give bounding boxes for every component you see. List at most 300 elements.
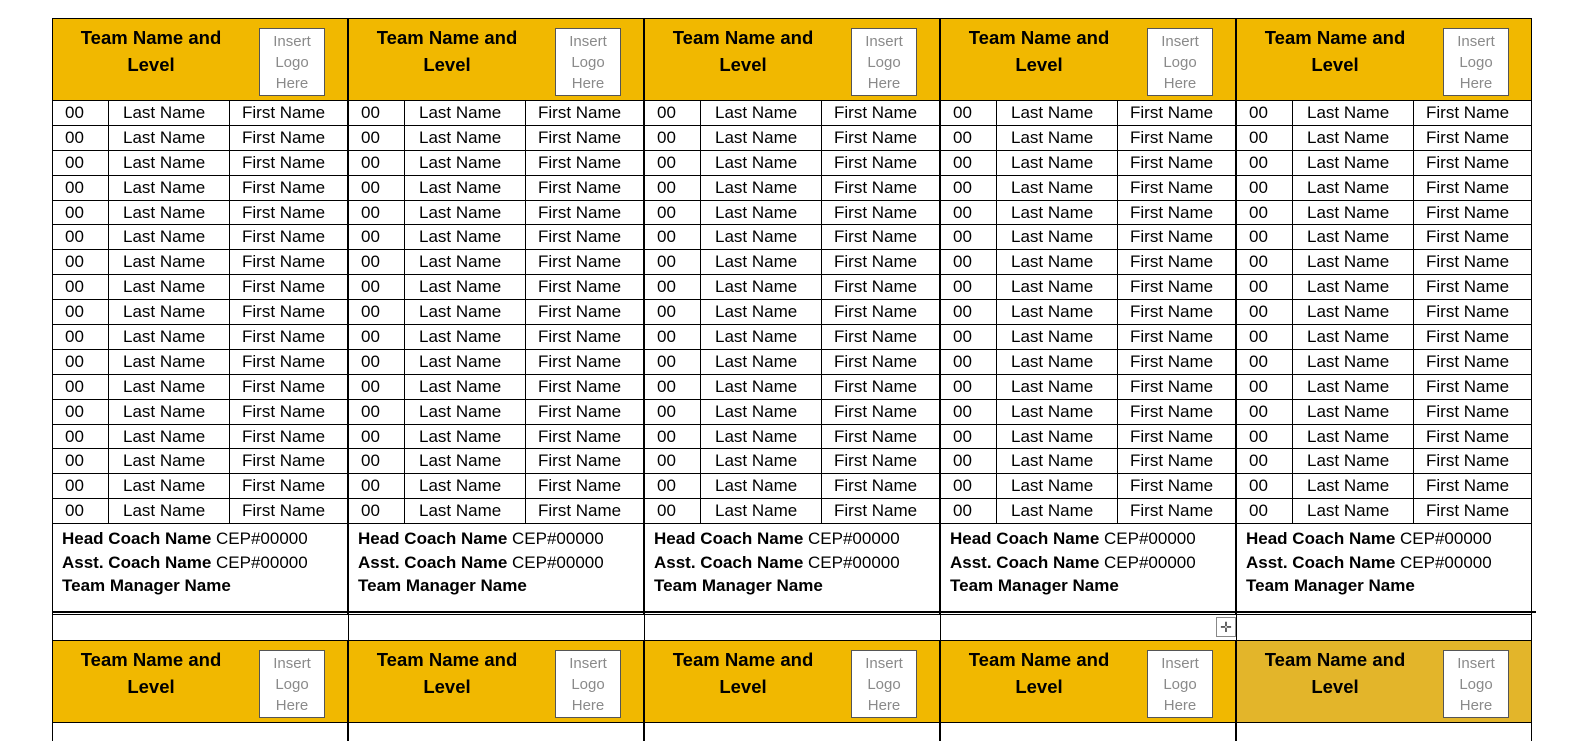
player-last-name-cell[interactable]: Last Name (1293, 250, 1414, 274)
player-number-cell[interactable]: 00 (349, 101, 405, 125)
team-manager-line[interactable] (358, 574, 604, 598)
player-number-cell[interactable]: 00 (53, 275, 109, 299)
player-last-name-cell[interactable]: Last Name (1293, 375, 1414, 399)
player-first-name-cell[interactable]: First Name (834, 277, 918, 297)
player-first-name-cell[interactable]: First Name (834, 426, 918, 446)
player-first-name-cell[interactable]: First Name (834, 177, 918, 197)
player-first-name-cell[interactable]: First Name (1130, 376, 1214, 396)
player-first-name-cell[interactable]: First Name (1426, 327, 1510, 347)
logo-placeholder[interactable] (259, 650, 325, 718)
player-first-name-cell[interactable]: First Name (834, 227, 918, 247)
player-last-name-cell[interactable]: Last Name (997, 300, 1118, 324)
player-last-name-cell[interactable]: Last Name (701, 275, 822, 299)
player-number-cell[interactable]: 00 (645, 474, 701, 498)
player-last-name-cell[interactable]: Last Name (405, 225, 526, 249)
player-last-name-cell[interactable]: Last Name (701, 250, 822, 274)
player-last-name-cell[interactable]: Last Name (109, 275, 230, 299)
player-number-cell[interactable]: 00 (941, 176, 997, 200)
player-first-name-cell[interactable]: First Name (1426, 202, 1510, 222)
logo-placeholder[interactable] (1443, 650, 1509, 718)
player-number-cell[interactable]: 00 (53, 201, 109, 225)
player-number-cell[interactable]: 00 (1237, 151, 1293, 175)
player-last-name-cell[interactable]: Last Name (405, 350, 526, 374)
player-number-cell[interactable]: 00 (645, 250, 701, 274)
logo-placeholder[interactable] (851, 28, 917, 96)
player-first-name-cell[interactable]: First Name (1130, 202, 1214, 222)
player-number-cell[interactable]: 00 (645, 499, 701, 523)
player-first-name-cell[interactable]: First Name (834, 302, 918, 322)
player-first-name-cell[interactable]: First Name (1426, 351, 1510, 371)
player-last-name-cell[interactable]: Last Name (405, 176, 526, 200)
player-last-name-cell[interactable]: Last Name (1293, 151, 1414, 175)
player-last-name-cell[interactable]: Last Name (997, 176, 1118, 200)
player-number-cell[interactable]: 00 (941, 400, 997, 424)
player-number-cell[interactable]: 00 (645, 449, 701, 473)
team-name-title[interactable] (955, 646, 1123, 700)
player-last-name-cell[interactable]: Last Name (997, 201, 1118, 225)
asst-coach-line[interactable] (1246, 551, 1492, 575)
player-number-cell[interactable]: 00 (349, 325, 405, 349)
player-last-name-cell[interactable]: Last Name (109, 250, 230, 274)
asst-coach-line[interactable] (358, 551, 604, 575)
player-number-cell[interactable]: 00 (349, 400, 405, 424)
player-first-name-cell[interactable]: First Name (538, 351, 622, 371)
player-first-name-cell[interactable]: First Name (242, 451, 326, 471)
team-header (941, 641, 1235, 723)
player-last-name-cell[interactable]: Last Name (1293, 225, 1414, 249)
player-last-name-cell[interactable]: Last Name (1293, 176, 1414, 200)
player-last-name-cell[interactable]: Last Name (405, 400, 526, 424)
player-first-name-cell[interactable]: First Name (242, 152, 326, 172)
player-number-cell[interactable]: 00 (941, 350, 997, 374)
logo-placeholder[interactable] (1147, 650, 1213, 718)
player-last-name-cell[interactable]: Last Name (109, 425, 230, 449)
player-number-cell[interactable]: 00 (941, 275, 997, 299)
player-last-name-cell[interactable]: Last Name (701, 400, 822, 424)
player-last-name-cell[interactable]: Last Name (997, 350, 1118, 374)
table-row (645, 201, 939, 226)
team-name-title[interactable] (659, 646, 827, 700)
player-last-name-cell[interactable]: Last Name (701, 176, 822, 200)
head-coach-line[interactable] (358, 527, 604, 551)
player-number-cell[interactable]: 00 (645, 275, 701, 299)
player-last-name-cell[interactable]: Last Name (109, 400, 230, 424)
player-number-cell[interactable]: 00 (941, 151, 997, 175)
player-number-cell[interactable]: 00 (1237, 449, 1293, 473)
player-last-name-cell[interactable]: Last Name (109, 201, 230, 225)
player-number-cell[interactable]: 00 (349, 126, 405, 150)
player-first-name-cell[interactable]: First Name (1130, 501, 1214, 521)
player-first-name-cell[interactable]: First Name (538, 202, 622, 222)
player-last-name-cell[interactable]: Last Name (997, 275, 1118, 299)
player-number-cell[interactable]: 00 (941, 375, 997, 399)
table-row (941, 101, 1235, 126)
player-first-name-cell[interactable]: First Name (834, 451, 918, 471)
player-first-name-cell[interactable]: First Name (538, 302, 622, 322)
logo-placeholder[interactable] (259, 28, 325, 96)
player-last-name-cell[interactable]: Last Name (997, 400, 1118, 424)
player-number-cell[interactable]: 00 (941, 126, 997, 150)
player-first-name-cell[interactable]: First Name (1130, 277, 1214, 297)
player-number-cell[interactable]: 00 (349, 350, 405, 374)
player-first-name-cell[interactable]: First Name (242, 277, 326, 297)
player-number-cell[interactable]: 00 (1237, 325, 1293, 349)
player-first-name-cell[interactable]: First Name (242, 426, 326, 446)
player-first-name-cell[interactable]: First Name (538, 401, 622, 421)
table-row (645, 400, 939, 425)
player-first-name-cell[interactable]: First Name (242, 103, 326, 122)
player-last-name-cell[interactable]: Last Name (1293, 449, 1414, 473)
logo-placeholder-text: Logo (571, 54, 605, 71)
player-last-name-cell[interactable]: Last Name (1293, 201, 1414, 225)
player-first-name-cell[interactable]: First Name (242, 476, 326, 496)
player-number-cell[interactable]: 00 (645, 151, 701, 175)
player-last-name-cell[interactable]: Last Name (109, 225, 230, 249)
player-last-name-cell[interactable]: Last Name (405, 325, 526, 349)
player-last-name-cell[interactable]: Last Name (997, 250, 1118, 274)
player-first-name-cell[interactable]: First Name (834, 127, 918, 147)
player-number-cell[interactable]: 00 (349, 176, 405, 200)
player-number-cell[interactable]: 00 (53, 425, 109, 449)
player-last-name-cell[interactable]: Last Name (1293, 325, 1414, 349)
player-last-name-cell[interactable]: Last Name (109, 126, 230, 150)
player-number-cell[interactable]: 00 (349, 151, 405, 175)
team-title-line1: Team Name and (376, 649, 518, 670)
player-first-name-cell[interactable]: First Name (1130, 127, 1214, 147)
player-first-name-cell[interactable]: First Name (538, 227, 622, 247)
player-number-cell[interactable]: 00 (349, 201, 405, 225)
player-number-cell[interactable]: 00 (1237, 300, 1293, 324)
player-first-name-cell[interactable]: First Name (1426, 103, 1510, 122)
asst-coach-line[interactable] (654, 551, 900, 575)
player-first-name-cell[interactable]: First Name (242, 401, 326, 421)
player-first-name-cell[interactable]: First Name (834, 476, 918, 496)
player-number-cell[interactable]: 00 (349, 499, 405, 523)
player-number-cell[interactable]: 00 (349, 375, 405, 399)
player-last-name-cell[interactable]: Last Name (109, 300, 230, 324)
player-first-name-cell[interactable]: First Name (1426, 127, 1510, 147)
player-number-cell[interactable]: 00 (645, 425, 701, 449)
player-last-name-cell[interactable]: Last Name (701, 300, 822, 324)
team-name-title[interactable] (659, 24, 827, 78)
table-row (349, 474, 643, 499)
player-first-name-cell[interactable]: First Name (538, 327, 622, 347)
player-number-cell[interactable]: 00 (645, 225, 701, 249)
player-number-cell[interactable]: 00 (53, 176, 109, 200)
player-last-name-cell[interactable]: Last Name (701, 499, 822, 523)
player-number-cell[interactable]: 00 (1237, 101, 1293, 125)
player-number-cell[interactable]: 00 (645, 350, 701, 374)
player-number-cell[interactable]: 00 (1237, 250, 1293, 274)
player-number-cell[interactable]: 00 (53, 325, 109, 349)
player-last-name-cell[interactable]: Last Name (1293, 126, 1414, 150)
player-number-cell[interactable]: 00 (1237, 176, 1293, 200)
player-first-name-cell[interactable]: First Name (242, 327, 326, 347)
player-number-cell[interactable]: 00 (941, 201, 997, 225)
player-number-cell[interactable]: 00 (1237, 499, 1293, 523)
player-last-name-cell[interactable]: Last Name (701, 126, 822, 150)
player-last-name-cell[interactable]: Last Name (405, 449, 526, 473)
player-number-cell[interactable]: 00 (645, 300, 701, 324)
player-first-name-cell[interactable]: First Name (242, 501, 326, 521)
player-last-name-cell[interactable]: Last Name (405, 101, 526, 125)
player-first-name-cell[interactable]: First Name (242, 376, 326, 396)
player-first-name-cell[interactable]: First Name (1130, 426, 1214, 446)
player-first-name-cell[interactable]: First Name (1426, 476, 1510, 496)
player-number-cell[interactable]: 00 (349, 250, 405, 274)
player-first-name-cell[interactable]: First Name (1426, 401, 1510, 421)
logo-placeholder[interactable] (555, 650, 621, 718)
player-number-cell[interactable]: 00 (349, 300, 405, 324)
player-last-name-cell[interactable]: Last Name (997, 325, 1118, 349)
head-coach-line[interactable] (950, 527, 1196, 551)
logo-placeholder[interactable] (1443, 28, 1509, 96)
player-last-name-cell[interactable]: Last Name (997, 449, 1118, 473)
player-first-name-cell[interactable]: First Name (242, 252, 326, 272)
player-last-name-cell[interactable]: Last Name (1293, 425, 1414, 449)
player-first-name-cell[interactable]: First Name (538, 426, 622, 446)
player-first-name-cell[interactable]: First Name (242, 177, 326, 197)
player-number-cell[interactable]: 00 (349, 474, 405, 498)
player-number-cell[interactable]: 00 (941, 250, 997, 274)
player-number-cell[interactable]: 00 (53, 499, 109, 523)
player-number-cell[interactable]: 00 (53, 449, 109, 473)
player-last-name-cell[interactable]: Last Name (997, 151, 1118, 175)
player-number-cell[interactable]: 00 (53, 151, 109, 175)
player-number-cell[interactable]: 00 (53, 225, 109, 249)
player-last-name-cell[interactable]: Last Name (1293, 400, 1414, 424)
player-number-cell[interactable]: 00 (1237, 350, 1293, 374)
player-last-name-cell[interactable]: Last Name (405, 275, 526, 299)
player-number-cell[interactable]: 00 (941, 300, 997, 324)
player-last-name-cell[interactable]: Last Name (1293, 499, 1414, 523)
player-first-name-cell[interactable]: First Name (1130, 252, 1214, 272)
player-number-cell[interactable]: 00 (1237, 375, 1293, 399)
player-number-cell[interactable]: 00 (645, 101, 701, 125)
team-manager-line[interactable] (654, 574, 900, 598)
team-name-title[interactable] (363, 24, 531, 78)
player-first-name-cell[interactable]: First Name (1130, 227, 1214, 247)
player-last-name-cell[interactable]: Last Name (405, 300, 526, 324)
head-coach-line[interactable] (1246, 527, 1492, 551)
team-manager-label: Team Manager Name (1246, 576, 1415, 595)
player-first-name-cell[interactable]: First Name (1426, 501, 1510, 521)
player-first-name-cell[interactable]: First Name (1130, 401, 1214, 421)
player-first-name-cell[interactable]: First Name (1426, 302, 1510, 322)
player-number-cell[interactable]: 00 (53, 101, 109, 125)
player-number-cell[interactable]: 00 (1237, 400, 1293, 424)
player-first-name-cell[interactable]: First Name (1130, 302, 1214, 322)
team-header (941, 19, 1235, 101)
player-number-cell[interactable]: 00 (645, 375, 701, 399)
player-last-name-cell[interactable]: Last Name (701, 375, 822, 399)
head-coach-line[interactable] (62, 527, 308, 551)
asst-coach-line[interactable] (62, 551, 308, 575)
player-last-name-cell[interactable]: Last Name (997, 499, 1118, 523)
player-first-name-cell[interactable]: First Name (1426, 277, 1510, 297)
team-manager-line[interactable] (62, 574, 308, 598)
player-number-cell[interactable]: 00 (1237, 225, 1293, 249)
player-last-name-cell[interactable]: Last Name (405, 375, 526, 399)
player-number-cell[interactable]: 00 (941, 325, 997, 349)
player-number-cell[interactable]: 00 (53, 126, 109, 150)
team-manager-line[interactable] (1246, 574, 1492, 598)
player-number-cell[interactable]: 00 (53, 300, 109, 324)
player-number-cell[interactable]: 00 (941, 449, 997, 473)
player-last-name-cell[interactable]: Last Name (405, 499, 526, 523)
player-number-cell[interactable]: 00 (349, 225, 405, 249)
player-number-cell[interactable]: 00 (941, 425, 997, 449)
player-last-name-cell[interactable]: Last Name (701, 325, 822, 349)
player-number-cell[interactable]: 00 (1237, 275, 1293, 299)
team-name-title[interactable] (955, 24, 1123, 78)
player-last-name-cell[interactable]: Last Name (109, 474, 230, 498)
player-last-name-cell[interactable]: Last Name (109, 449, 230, 473)
player-first-name-cell[interactable]: First Name (1426, 152, 1510, 172)
player-number-cell[interactable]: 00 (53, 250, 109, 274)
player-first-name-cell[interactable]: First Name (538, 501, 622, 521)
player-last-name-cell[interactable]: Last Name (109, 375, 230, 399)
player-number-cell[interactable]: 00 (53, 350, 109, 374)
player-last-name-cell[interactable]: Last Name (997, 474, 1118, 498)
logo-placeholder[interactable] (1147, 28, 1213, 96)
player-last-name-cell[interactable]: Last Name (405, 250, 526, 274)
player-last-name-cell[interactable]: Last Name (997, 225, 1118, 249)
player-first-name-cell[interactable]: First Name (834, 327, 918, 347)
player-first-name-cell[interactable]: First Name (834, 401, 918, 421)
player-last-name-cell[interactable]: Last Name (109, 176, 230, 200)
player-last-name-cell[interactable]: Last Name (1293, 101, 1414, 125)
player-first-name-cell[interactable]: First Name (242, 302, 326, 322)
player-last-name-cell[interactable]: Last Name (109, 151, 230, 175)
player-last-name-cell[interactable]: Last Name (701, 350, 822, 374)
team-name-title[interactable] (67, 646, 235, 700)
player-last-name-cell[interactable]: Last Name (701, 101, 822, 125)
player-last-name-cell[interactable]: Last Name (997, 101, 1118, 125)
player-last-name-cell[interactable]: Last Name (405, 474, 526, 498)
player-first-name-cell[interactable]: First Name (834, 252, 918, 272)
player-first-name-cell[interactable]: First Name (242, 202, 326, 222)
player-number-cell[interactable]: 00 (645, 201, 701, 225)
player-last-name-cell[interactable]: Last Name (1293, 350, 1414, 374)
player-number-cell[interactable]: 00 (1237, 474, 1293, 498)
player-first-name-cell[interactable]: First Name (834, 501, 918, 521)
player-first-name-cell[interactable]: First Name (242, 351, 326, 371)
player-number-cell[interactable]: 00 (941, 474, 997, 498)
player-number-cell[interactable]: 00 (53, 375, 109, 399)
player-first-name-cell[interactable]: First Name (538, 177, 622, 197)
player-number-cell[interactable]: 00 (349, 425, 405, 449)
player-first-name-cell[interactable]: First Name (834, 103, 918, 122)
asst-coach-line[interactable] (950, 551, 1196, 575)
player-last-name-cell[interactable]: Last Name (1293, 474, 1414, 498)
player-number-cell[interactable]: 00 (1237, 126, 1293, 150)
player-first-name-cell[interactable]: First Name (1130, 351, 1214, 371)
player-last-name-cell[interactable]: Last Name (405, 126, 526, 150)
player-first-name-cell[interactable]: First Name (1426, 451, 1510, 471)
player-last-name-cell[interactable]: Last Name (109, 350, 230, 374)
logo-placeholder[interactable] (851, 650, 917, 718)
move-arrows-icon[interactable]: ✛ (1216, 617, 1236, 637)
player-first-name-cell[interactable]: First Name (538, 252, 622, 272)
player-last-name-cell[interactable]: Last Name (109, 499, 230, 523)
player-last-name-cell[interactable]: Last Name (701, 474, 822, 498)
player-number-cell[interactable]: 00 (645, 176, 701, 200)
player-first-name-cell[interactable]: First Name (1130, 103, 1214, 122)
player-number-cell[interactable]: 00 (645, 325, 701, 349)
player-first-name-cell[interactable]: First Name (834, 202, 918, 222)
player-last-name-cell[interactable]: Last Name (701, 151, 822, 175)
player-last-name-cell[interactable]: Last Name (109, 101, 230, 125)
player-number-cell[interactable]: 00 (1237, 201, 1293, 225)
player-first-name-cell[interactable]: First Name (1130, 327, 1214, 347)
player-last-name-cell[interactable]: Last Name (997, 425, 1118, 449)
player-last-name-cell[interactable]: Last Name (997, 375, 1118, 399)
player-last-name-cell[interactable]: Last Name (701, 225, 822, 249)
player-first-name-cell[interactable]: First Name (1130, 451, 1214, 471)
player-first-name-cell[interactable]: First Name (834, 376, 918, 396)
player-number-cell[interactable]: 00 (1237, 425, 1293, 449)
team-manager-line[interactable] (950, 574, 1196, 598)
player-first-name-cell[interactable]: First Name (538, 277, 622, 297)
player-first-name-cell[interactable]: First Name (1130, 476, 1214, 496)
player-first-name-cell[interactable]: First Name (1426, 177, 1510, 197)
player-last-name-cell[interactable]: Last Name (109, 325, 230, 349)
player-number-cell[interactable]: 00 (53, 400, 109, 424)
player-first-name-cell[interactable]: First Name (1426, 252, 1510, 272)
player-last-name-cell[interactable]: Last Name (405, 151, 526, 175)
team-name-title[interactable] (1251, 646, 1419, 700)
player-first-name-cell[interactable]: First Name (538, 127, 622, 147)
player-first-name-cell[interactable]: First Name (538, 152, 622, 172)
player-first-name-cell[interactable]: First Name (1426, 376, 1510, 396)
player-first-name-cell[interactable]: First Name (1130, 152, 1214, 172)
player-first-name-cell[interactable]: First Name (834, 152, 918, 172)
head-coach-line[interactable] (654, 527, 900, 551)
team-name-title[interactable] (1251, 24, 1419, 78)
player-first-name-cell[interactable]: First Name (1426, 426, 1510, 446)
player-first-name-cell[interactable]: First Name (242, 227, 326, 247)
player-number-cell[interactable]: 00 (941, 101, 997, 125)
player-last-name-cell[interactable]: Last Name (1293, 275, 1414, 299)
team-name-title[interactable] (363, 646, 531, 700)
player-number-cell[interactable]: 00 (941, 225, 997, 249)
player-number-cell[interactable]: 00 (941, 499, 997, 523)
player-first-name-cell[interactable]: First Name (538, 451, 622, 471)
logo-placeholder[interactable] (555, 28, 621, 96)
team-name-title[interactable] (67, 24, 235, 78)
player-last-name-cell[interactable]: Last Name (701, 201, 822, 225)
player-number-cell[interactable]: 00 (349, 449, 405, 473)
player-last-name-cell[interactable]: Last Name (997, 126, 1118, 150)
player-last-name-cell[interactable]: Last Name (405, 201, 526, 225)
player-last-name-cell[interactable]: Last Name (701, 449, 822, 473)
player-first-name-cell[interactable]: First Name (538, 376, 622, 396)
player-number-cell[interactable]: 00 (349, 275, 405, 299)
player-first-name-cell[interactable]: First Name (242, 127, 326, 147)
player-number-cell[interactable]: 00 (645, 400, 701, 424)
player-first-name-cell[interactable]: First Name (1130, 177, 1214, 197)
player-first-name-cell[interactable]: First Name (538, 476, 622, 496)
player-first-name-cell[interactable]: First Name (834, 351, 918, 371)
player-first-name-cell[interactable]: First Name (538, 103, 622, 122)
player-number-cell[interactable]: 00 (53, 474, 109, 498)
player-last-name-cell[interactable]: Last Name (405, 425, 526, 449)
player-last-name-cell[interactable]: Last Name (1293, 300, 1414, 324)
player-first-name-cell[interactable]: First Name (1426, 227, 1510, 247)
player-last-name-cell[interactable]: Last Name (701, 425, 822, 449)
player-number-cell[interactable]: 00 (645, 126, 701, 150)
